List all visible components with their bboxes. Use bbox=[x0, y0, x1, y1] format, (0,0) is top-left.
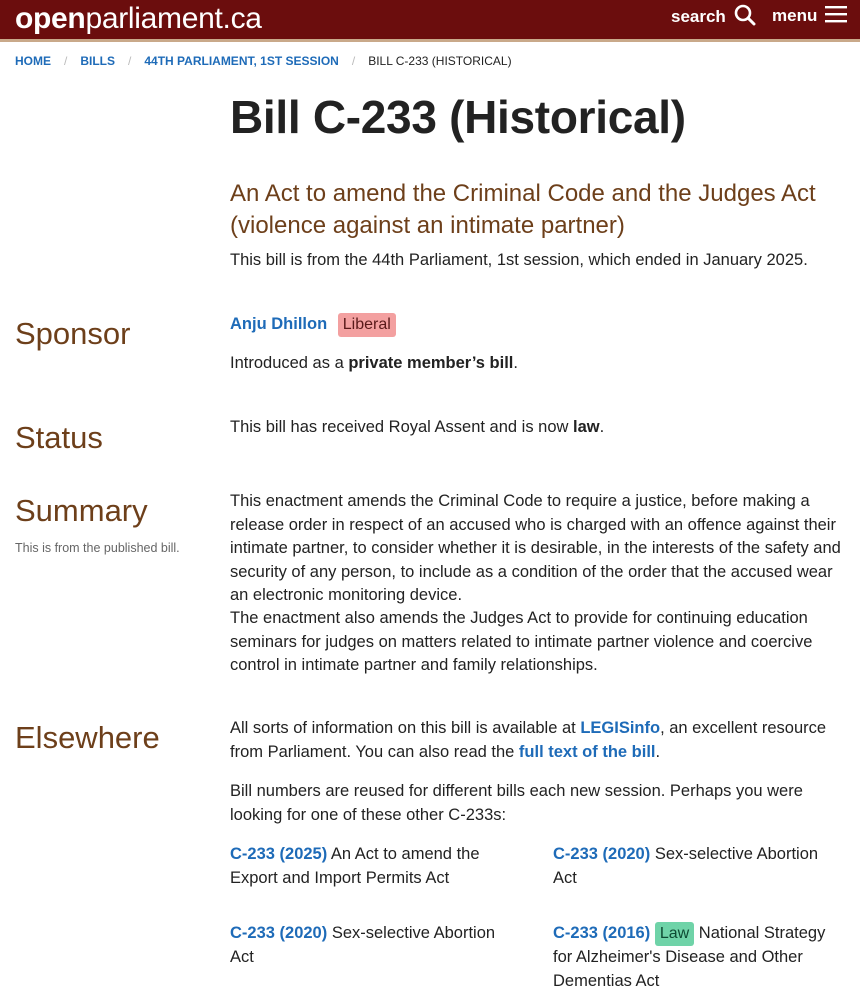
bill-subtitle: An Act to amend the Criminal Code and the Judges Act (violence against an intimate partner) bbox=[230, 180, 816, 239]
elsewhere-suffix: . bbox=[655, 742, 661, 761]
sponsor-name-link[interactable]: Anju Dhillon bbox=[230, 315, 328, 333]
logo-light-text: parliament bbox=[85, 2, 223, 35]
top-navigation-bar bbox=[0, 0, 860, 42]
summary-paragraph-1: This enactment amends the Criminal Code to require a justice, before making a release order in respect of an accused who is charged with an offence against their intimate partner, to consider whether it is desirable, in the interests of the safety and security of any person, to include as a condition of the order that the accused wear an electronic monitoring device. bbox=[230, 492, 841, 604]
breadcrumb-session[interactable]: 44TH PARLIAMENT, 1ST SESSION bbox=[144, 54, 339, 68]
breadcrumb-separator: / bbox=[128, 54, 132, 68]
breadcrumb-separator: / bbox=[64, 54, 68, 68]
other-bill-item bbox=[230, 922, 515, 969]
search-button[interactable] bbox=[671, 5, 756, 29]
elsewhere-heading: Elsewhere bbox=[15, 720, 160, 755]
law-badge: Law bbox=[655, 922, 694, 946]
other-bill-item bbox=[553, 922, 838, 993]
status-prefix: This bill has received Royal Assent and is now bbox=[230, 418, 574, 436]
breadcrumb-separator: / bbox=[351, 54, 356, 68]
page-title: Bill C-233 (Historical) bbox=[230, 91, 686, 143]
other-bill-desc: Sex-selective Abortion Act bbox=[230, 924, 496, 966]
elsewhere-text-2: Bill numbers are reused for different bills each new session. Perhaps you were looking for one of these other C-233s: bbox=[230, 782, 803, 824]
other-bill-desc: Sex-selective Abortion Act bbox=[553, 845, 819, 887]
other-bill-desc: National Strategy for Alzheimer's Disease and Other Dementias Act bbox=[553, 924, 826, 990]
breadcrumb-bills[interactable]: BILLS bbox=[80, 54, 116, 68]
status-suffix: . bbox=[599, 418, 605, 436]
site-logo[interactable] bbox=[15, 1, 262, 37]
summary-note: This is from the published bill. bbox=[15, 541, 180, 555]
other-bill-desc: An Act to amend the Export and Import Permits Act bbox=[230, 845, 480, 887]
elsewhere-prefix: All sorts of information on this bill is available at bbox=[230, 719, 581, 737]
other-bill-item bbox=[230, 843, 505, 890]
intro-prefix: Introduced as a bbox=[230, 354, 349, 372]
full-text-link[interactable]: full text of the bill bbox=[518, 742, 656, 761]
other-bill-item bbox=[553, 843, 838, 890]
search-label: search bbox=[671, 7, 726, 26]
status-bold: law bbox=[573, 418, 600, 436]
sponsor-heading: Sponsor bbox=[15, 316, 131, 351]
party-badge: Liberal bbox=[338, 313, 396, 337]
summary-heading: Summary bbox=[15, 493, 148, 528]
other-bill-link[interactable]: C-233 (2025) bbox=[230, 845, 328, 863]
sponsor-intro bbox=[230, 352, 842, 376]
breadcrumb-home[interactable]: HOME bbox=[15, 54, 51, 68]
menu-label: menu bbox=[772, 6, 818, 25]
elsewhere-mid: , an excellent resource from Parliament. You can also read the bbox=[230, 719, 827, 761]
status-text bbox=[230, 416, 842, 440]
other-bill-link[interactable]: C-233 (2016) bbox=[553, 924, 651, 942]
elsewhere-text-1 bbox=[230, 717, 830, 764]
other-bill-link[interactable]: C-233 (2020) bbox=[553, 845, 651, 863]
search-icon bbox=[734, 4, 756, 31]
legisinfo-link[interactable]: LEGISinfo bbox=[580, 719, 661, 737]
menu-button[interactable] bbox=[772, 4, 847, 28]
logo-bold-text: open bbox=[15, 2, 86, 35]
hamburger-icon bbox=[825, 4, 847, 29]
summary-paragraph-2: The enactment also amends the Judges Act to provide for continuing education seminars for judges on matters related to intimate partner violence and coercive control in intimate partner and family relationships. bbox=[230, 609, 813, 674]
session-note: This bill is from the 44th Parliament, 1st session, which ended in January 2025. bbox=[230, 251, 808, 269]
intro-suffix: . bbox=[513, 354, 518, 372]
logo-tld-text: .ca bbox=[222, 2, 262, 35]
status-heading: Status bbox=[15, 420, 103, 455]
breadcrumb bbox=[15, 54, 512, 68]
intro-bold: private member’s bill bbox=[348, 354, 514, 372]
breadcrumb-current: BILL C-233 (HISTORICAL) bbox=[368, 54, 512, 68]
other-bill-link[interactable]: C-233 (2020) bbox=[230, 924, 328, 942]
sponsor-line bbox=[230, 313, 842, 337]
